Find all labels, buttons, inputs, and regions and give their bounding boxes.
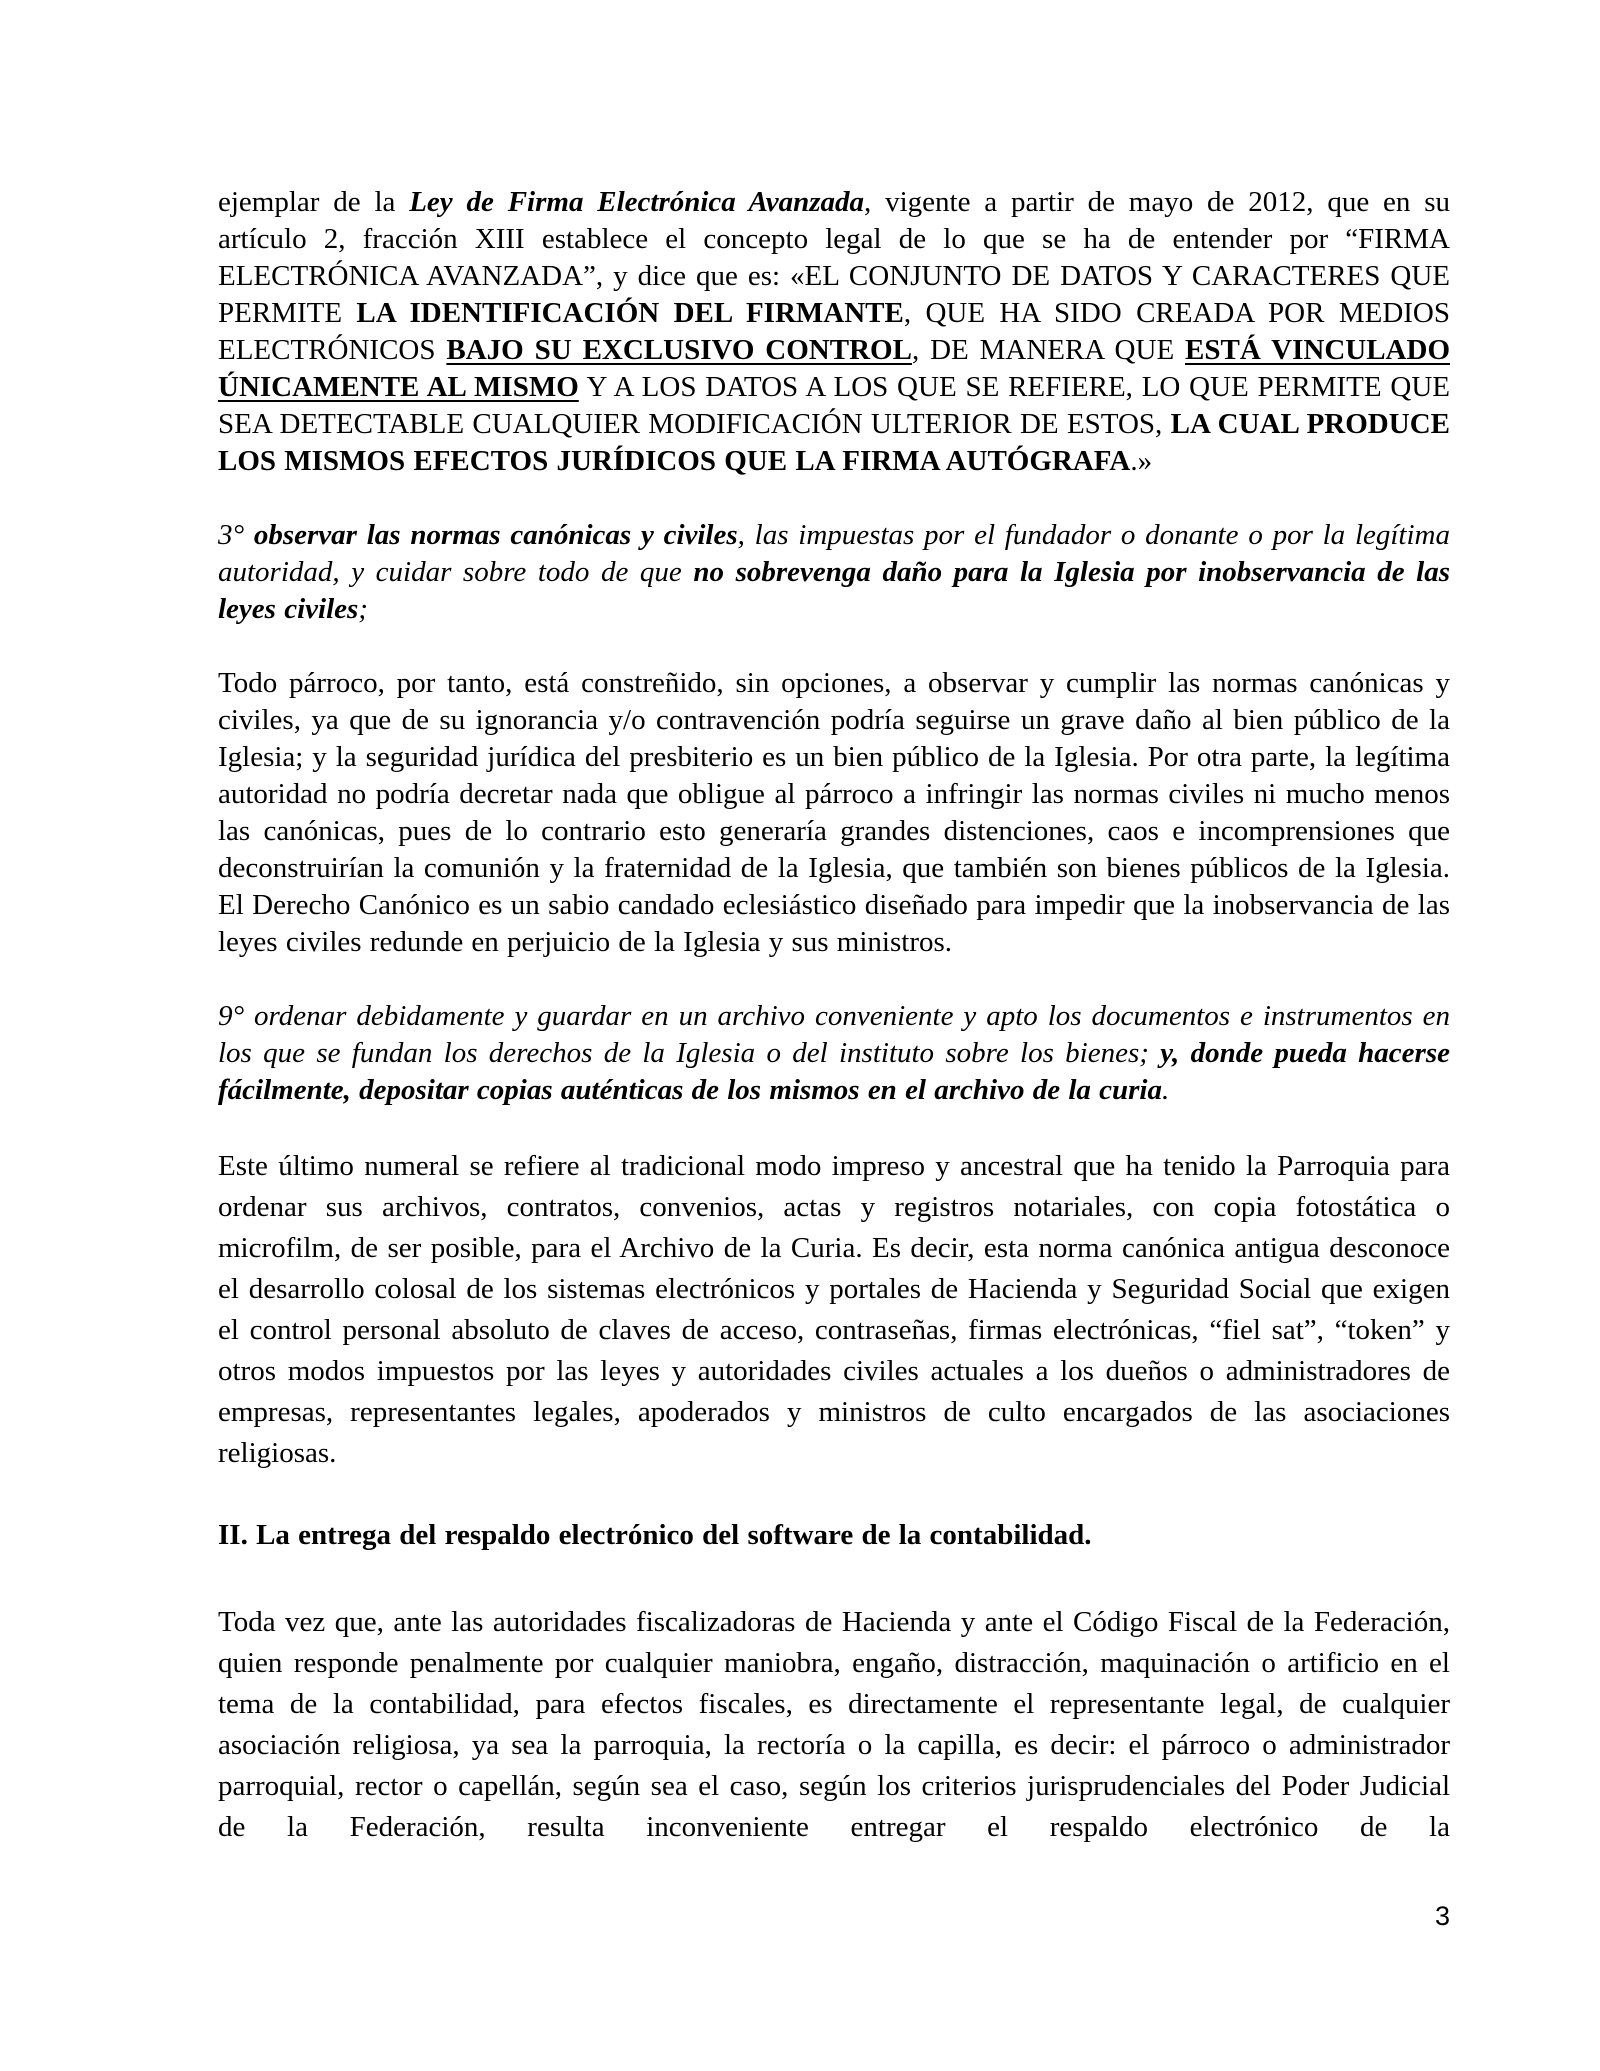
text-run: , DE MANERA QUE xyxy=(911,334,1186,366)
text-run: , vigente a partir de mayo de 2012, que en su artículo 2, fracción XIII establece el concepto legal de lo que se ha de entender por “FIRMA ELECTRÓNICA AVANZADA”, y dice que es: «EL CONJUNTO DE DATOS Y CARACTERES QUE PERMITE xyxy=(218,186,1450,329)
document-body xyxy=(218,184,1450,1889)
text-run: 9° ordenar debidamente y guardar en un archivo conveniente y apto los documentos e instrumentos en los que se fundan los derechos de la Iglesia o del instituto sobre los bienes; xyxy=(218,1000,1450,1069)
text-run: II. La entrega del respaldo electrónico del software de la contabilidad. xyxy=(218,1519,1092,1551)
heading-seccion-ii-respaldo-electronico xyxy=(218,1515,1450,1556)
text-run: ; xyxy=(358,593,368,625)
text-run: LA IDENTIFICACIÓN DEL FIRMANTE xyxy=(356,297,904,329)
text-run: no sobrevenga daño para la Iglesia por inobservancia de las leyes civiles xyxy=(218,556,1451,625)
text-run: LA CUAL PRODUCE LOS MISMOS EFECTOS JURÍDICOS QUE LA FIRMA AUTÓGRAFA xyxy=(218,408,1450,477)
text-run: Todo párroco, por tanto, está constreñido, sin opciones, a observar y cumplir las normas canónicas y civiles, ya que de su ignorancia y/o contravención podría seguirse un grave daño al bien público de la Iglesia; y la seguridad jurídica del presbiterio es un bien público de la Iglesia. Por otra parte, la legítima autoridad no podría decretar nada que obligue al párroco a infringir las normas civiles ni mucho menos las canónicas, pues de lo contrario esto generaría grandes distenciones, caos e incomprensiones que deconstruirían la comunión y la fraternidad de la Iglesia, que también son bienes públicos de la Iglesia. El Derecho Canónico es un sabio candado eclesiástico diseñado para impedir que la inobservancia de las leyes civiles redunde en perjuicio de la Iglesia y sus ministros. xyxy=(218,667,1450,958)
text-run: BAJO SU EXCLUSIVO CONTROL xyxy=(446,334,912,366)
text-run: Este último numeral se refiere al tradicional modo impreso y ancestral que ha tenido la Parroquia para ordenar sus archivos, contratos, convenios, actas y registros notariales, con copia fotostática o microfilm, de ser posible, para el Archivo de la Curia. Es decir, esta norma canónica antigua desconoce el desarrollo colosal de los sistemas electrónicos y portales de Hacienda y Seguridad Social que exigen el control personal absoluto de claves de acceso, contraseñas, firmas electrónicas, “fiel sat”, “token” y otros modos impuestos por las leyes y autoridades civiles actuales a los dueños o administradores de empresas, representantes legales, apoderados y ministros de culto encargados de las asociaciones religiosas. xyxy=(218,1150,1450,1469)
text-run: , las impuestas por el fundador o donante o por la legítima autoridad, y cuidar sobre todo de que xyxy=(218,519,1450,588)
paragraph-este-ultimo-numeral xyxy=(218,1146,1450,1474)
quote-numeral-3 xyxy=(218,517,1450,628)
text-run: Ley de Firma Electrónica Avanzada xyxy=(409,186,865,218)
text-run: 3° xyxy=(218,519,254,551)
paragraph-ley-firma-electronica xyxy=(218,184,1450,480)
text-run: . xyxy=(1161,1074,1170,1106)
text-run: ejemplar de la xyxy=(218,186,410,218)
text-run: y, donde pueda hacerse fácilmente, depositar copias auténticas de los mismos en el archivo de la curia xyxy=(218,1037,1450,1106)
text-run: , QUE HA SIDO CREADA POR MEDIOS ELECTRÓNICOS xyxy=(218,297,1450,366)
text-run: Toda vez que, ante las autoridades fiscalizadoras de Hacienda y ante el Código Fiscal de la Federación, quien responde penalmente por cualquier maniobra, engaño, distracción, maquinación o artificio en el tema de la contabilidad, para efectos fiscales, es directamente el representante legal, de cualquier asociación religiosa, ya sea la parroquia, la rectoría o la capilla, es decir: el párroco o administrador parroquial, rector o capellán, según sea el caso, según los criterios jurisprudenciales del Poder Judicial de la Federación, resulta inconveniente entregar el respaldo electrónico de la xyxy=(218,1606,1450,1843)
paragraph-toda-vez-que xyxy=(218,1602,1450,1848)
page-number: 3 xyxy=(1434,1901,1450,1931)
text-run: ESTÁ VINCULADO ÚNICAMENTE AL MISMO xyxy=(218,334,1451,403)
text-run: .» xyxy=(1130,445,1153,477)
text-run: observar las normas canónicas y civiles xyxy=(253,519,738,551)
paragraph-todo-parroco xyxy=(218,665,1450,961)
text-run: Y A LOS DATOS A LOS QUE SE REFIERE, LO QUE PERMITE QUE SEA DETECTABLE CUALQUIER MODIFICACIÓN ULTERIOR DE ESTOS, xyxy=(218,371,1450,440)
quote-numeral-9 xyxy=(218,998,1450,1109)
